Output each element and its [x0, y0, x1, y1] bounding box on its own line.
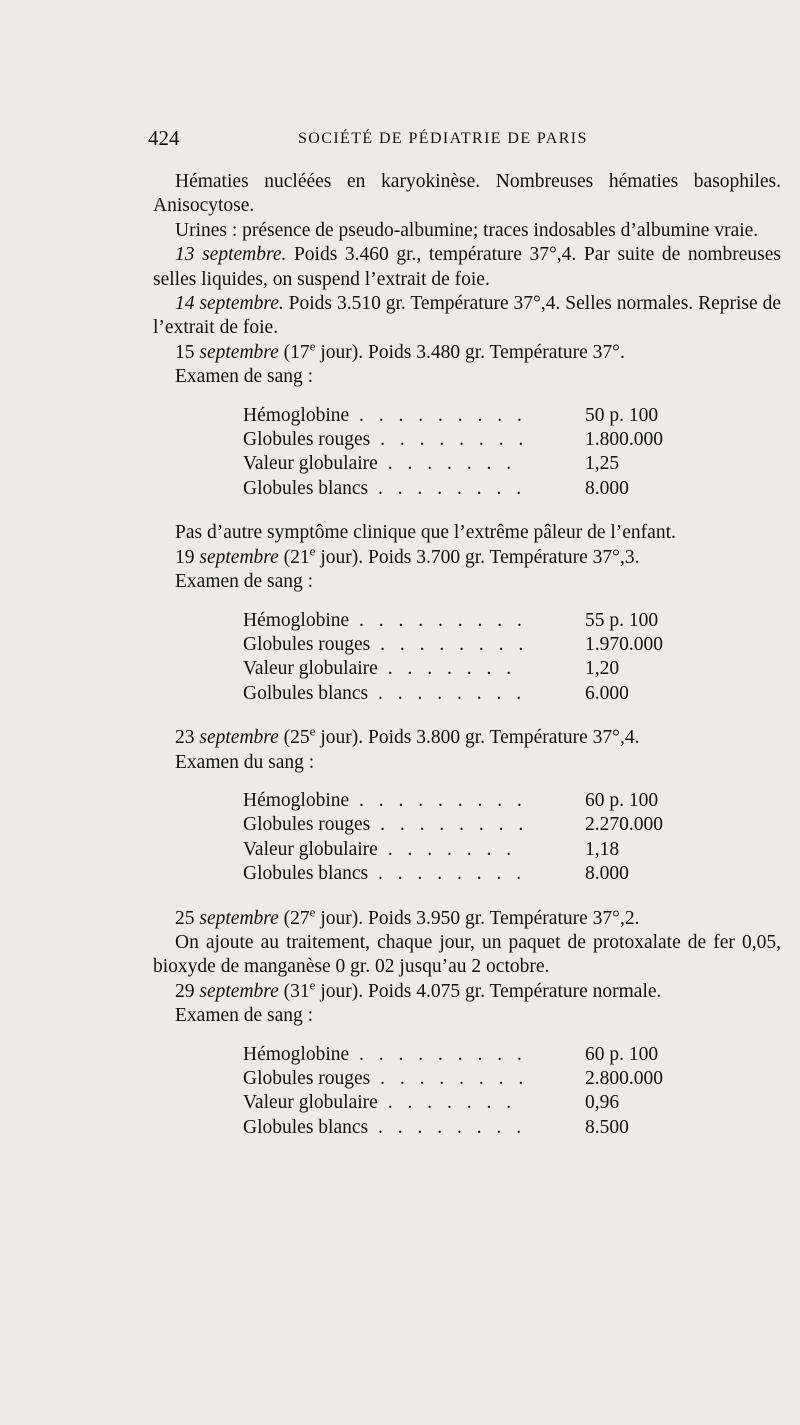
row-value: 2.800.000: [585, 1068, 663, 1089]
table-row: [243, 404, 663, 428]
ordinal-sup: e: [309, 543, 316, 559]
entry-day: 15: [175, 341, 200, 363]
blood-exam-table: [243, 609, 663, 707]
leader-dots: . . . . . . . . .: [349, 404, 527, 426]
entry-day: 25: [175, 907, 200, 929]
row-label: Globules rouges: [243, 1068, 371, 1089]
blood-exam-table: [243, 789, 663, 887]
leader-dots: . . . . . . . .: [368, 477, 527, 499]
leader-dots: . . . . . . . .: [368, 1116, 527, 1138]
row-label: Globules rouges: [243, 429, 371, 451]
paragraph: Examen du sang :: [175, 751, 315, 773]
table-row: [243, 452, 663, 476]
table-row: [243, 428, 663, 452]
entry-date: 13 septembre.: [175, 244, 287, 266]
entry-text: Poids 3.510 gr. Température 37°,4. Selles normales. Reprise de l’extrait de foie.: [153, 293, 781, 339]
row-label: Globules rouges: [243, 814, 371, 836]
paragraph: Examen de sang :: [175, 366, 314, 388]
leader-dots: . . . . . . . .: [368, 682, 527, 704]
ordinal-sup: e: [309, 904, 316, 920]
entry-date: septembre: [199, 980, 279, 1002]
paragraph: [153, 292, 781, 341]
row-value: 1,18: [585, 838, 620, 860]
row-value: 60 p. 100: [585, 1043, 659, 1065]
page-number: 424: [148, 126, 180, 150]
row-value: 60 p. 100: [585, 789, 659, 811]
row-label: Valeur globulaire: [243, 838, 378, 860]
blood-exam-table: [243, 404, 663, 502]
table-row: [243, 477, 663, 501]
entry-text: jour). Poids 4.075 gr. Température normale.: [315, 980, 662, 1002]
entry-open: (21: [278, 546, 310, 568]
leader-dots: . . . . . . .: [377, 658, 517, 680]
entry-day: 23: [175, 727, 200, 749]
row-label: Hémoglobine: [243, 1043, 350, 1065]
entry-text: jour). Poids 3.800 gr. Température 37°,4.: [315, 727, 640, 749]
leader-dots: . . . . . . . .: [370, 1068, 529, 1089]
entry-text: jour). Poids 3.950 gr. Température 37°,2.: [315, 907, 640, 929]
row-value: 50 p. 100: [585, 404, 659, 426]
entry-day: 19: [175, 546, 200, 568]
paragraph: [153, 904, 781, 931]
ordinal-sup: e: [309, 338, 316, 354]
row-label: Globules blancs: [243, 1116, 369, 1138]
paragraph: Urines : présence de pseudo-albumine; traces indosables d’albumine vraie.: [175, 219, 759, 241]
entry-day: 29: [175, 980, 200, 1002]
row-value: 8.000: [585, 863, 629, 885]
entry-date: septembre: [199, 907, 279, 929]
row-label: Globules rouges: [243, 633, 371, 655]
ordinal-sup: e: [309, 723, 316, 739]
entry-open: (27: [278, 907, 310, 929]
leader-dots: . . . . . . . .: [370, 633, 529, 655]
table-row: [243, 609, 663, 633]
row-value: 0,96: [585, 1092, 620, 1114]
entry-date: septembre: [199, 546, 279, 568]
entry-date: 14 septembre.: [175, 293, 284, 315]
running-title: SOCIÉTÉ DE PÉDIATRIE DE PARIS: [298, 130, 588, 147]
row-value: 6.000: [585, 682, 629, 704]
paragraph: [153, 243, 781, 292]
row-label: Valeur globulaire: [243, 453, 378, 475]
leader-dots: . . . . . . . . .: [349, 1043, 527, 1065]
row-label: Valeur globulaire: [243, 1092, 378, 1114]
leader-dots: . . . . . . . .: [370, 429, 529, 451]
row-label: Globules blancs: [243, 863, 369, 885]
row-value: 1,25: [585, 453, 620, 475]
paragraph: Examen de sang :: [175, 1005, 314, 1027]
page-body: [153, 170, 781, 1160]
row-label: Valeur globulaire: [243, 658, 378, 680]
entry-date: septembre: [199, 727, 279, 749]
leader-dots: . . . . . . . .: [370, 814, 529, 836]
table-row: [243, 657, 663, 681]
page-header: [148, 126, 788, 156]
row-value: 1,20: [585, 658, 620, 680]
row-value: 1.970.000: [585, 633, 663, 655]
row-value: 2.270.000: [585, 814, 663, 836]
leader-dots: . . . . . . .: [377, 838, 517, 860]
table-row: [243, 1043, 663, 1067]
entry-open: (17: [278, 341, 310, 363]
table-row: [243, 813, 663, 837]
row-label: Hémoglobine: [243, 404, 350, 426]
paragraph: [153, 723, 781, 750]
row-label: Hémoglobine: [243, 609, 350, 631]
row-label: Globules blancs: [243, 477, 369, 499]
table-row: [243, 682, 663, 706]
table-row: [243, 862, 663, 886]
paragraph: Pas d’autre symptôme clinique que l’extrême pâleur de l’enfant.: [175, 522, 676, 544]
paragraph: On ajoute au traitement, chaque jour, un paquet de protoxalate de fer 0,05, bioxyde de manganèse 0 gr. 02 jusqu’au 2 octobre.: [153, 931, 781, 978]
paragraph: [153, 338, 781, 365]
entry-open: (25: [278, 727, 310, 749]
table-row: [243, 1091, 663, 1115]
entry-text: jour). Poids 3.700 gr. Température 37°,3.: [315, 546, 640, 568]
entry-text: jour). Poids 3.480 gr. Température 37°.: [315, 341, 625, 363]
table-row: [243, 789, 663, 813]
ordinal-sup: e: [309, 977, 316, 993]
entry-text: Poids 3.460 gr., température 37°,4. Par suite de nombreuses selles liquides, on suspend l’extrait de foie.: [153, 244, 781, 290]
table-row: [243, 1067, 663, 1091]
row-label: Golbules blancs: [243, 682, 369, 704]
entry-open: (31: [278, 980, 310, 1002]
entry-date: septembre: [199, 341, 279, 363]
table-row: [243, 633, 663, 657]
paragraph: Hématies nucléées en karyokinèse. Nombreuses hématies basophiles. Anisocytose.: [153, 171, 781, 217]
row-value: 55 p. 100: [585, 609, 659, 631]
leader-dots: . . . . . . . . .: [349, 789, 527, 811]
paragraph: Examen de sang :: [175, 571, 314, 593]
row-value: 1.800.000: [585, 429, 663, 451]
table-row: [243, 838, 663, 862]
leader-dots: . . . . . . .: [377, 1092, 517, 1114]
paragraph: [153, 543, 781, 570]
paragraph: [153, 977, 781, 1004]
row-value: 8.000: [585, 477, 629, 499]
blood-exam-table: [243, 1043, 663, 1141]
leader-dots: . . . . . . . .: [368, 863, 527, 885]
row-value: 8.500: [585, 1116, 629, 1138]
leader-dots: . . . . . . . . .: [349, 609, 527, 631]
row-label: Hémoglobine: [243, 789, 350, 811]
leader-dots: . . . . . . .: [377, 453, 517, 475]
table-row: [243, 1116, 663, 1140]
